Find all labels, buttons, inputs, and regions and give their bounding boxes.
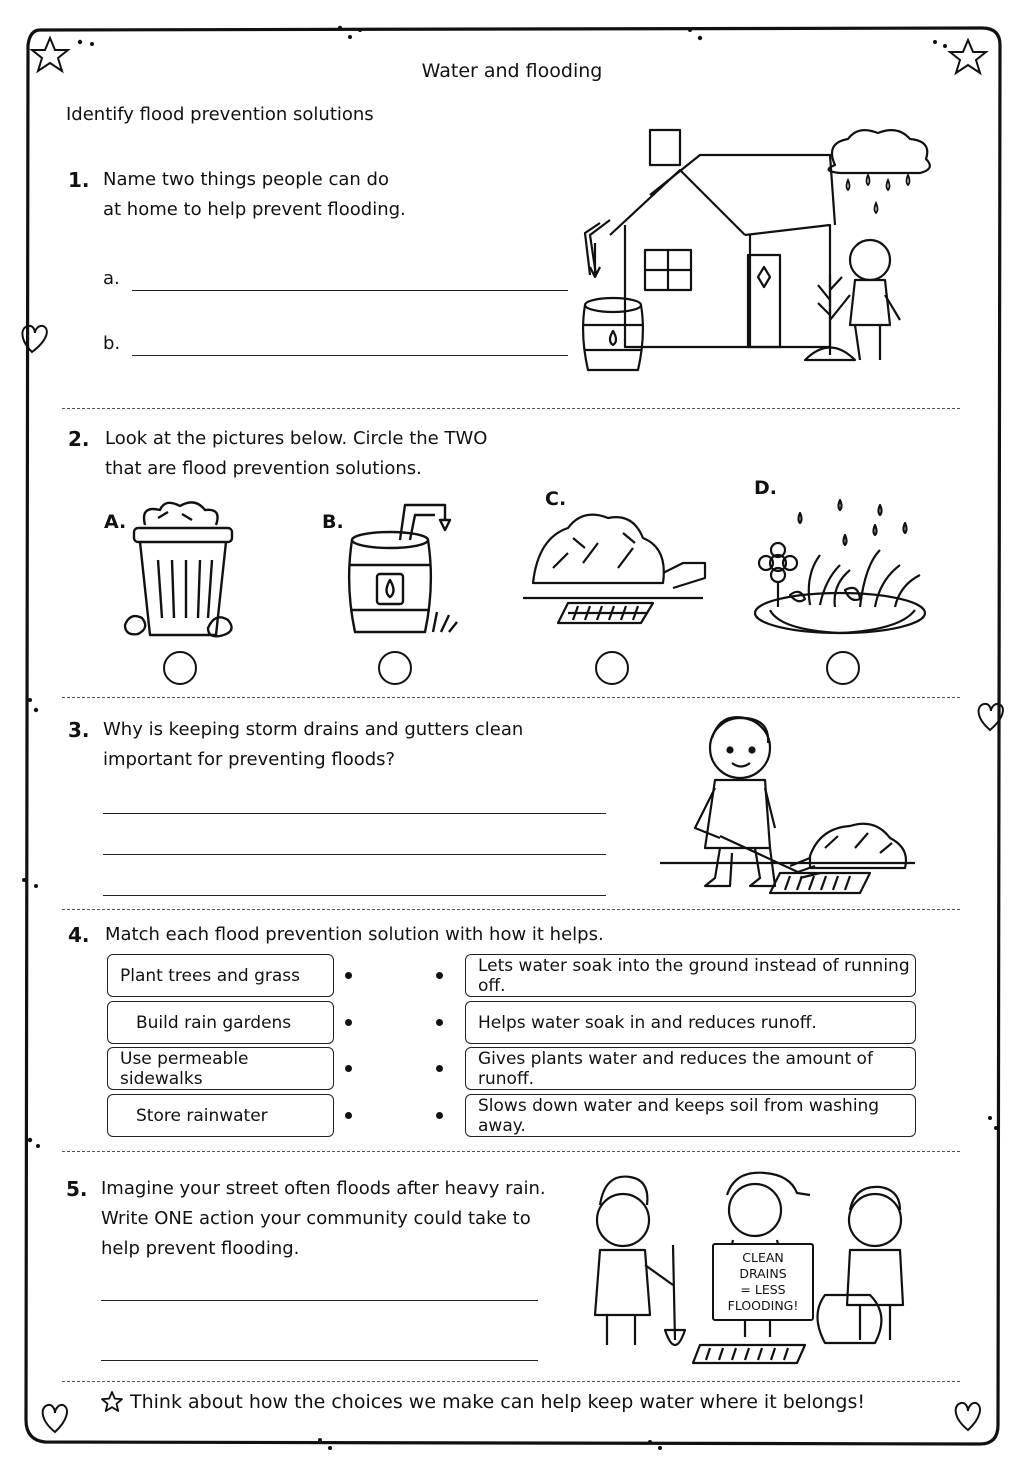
answer-circle-d[interactable] (826, 651, 860, 685)
question-5-line-3: help prevent flooding. (101, 1238, 300, 1259)
option-d-letter: D. (754, 477, 777, 499)
question-5-line-1: Imagine your street often floods after heavy rain. (101, 1178, 546, 1199)
question-2-number: 2. (68, 427, 90, 451)
worksheet-subtitle: Identify flood prevention solutions (66, 104, 374, 125)
match-dot-right[interactable] (436, 1019, 443, 1026)
answer-a-line[interactable] (132, 290, 568, 291)
match-effect-box[interactable] (465, 954, 916, 997)
match-dot-left[interactable] (345, 1065, 352, 1072)
sign-line-1: CLEAN (742, 1250, 784, 1265)
option-b-letter: B. (322, 511, 344, 533)
question-3-line-1: Why is keeping storm drains and gutters clean (103, 719, 524, 740)
match-dot-right[interactable] (436, 972, 443, 979)
match-dot-left[interactable] (345, 972, 352, 979)
q3-answer-line-1[interactable] (103, 813, 606, 814)
question-1-number: 1. (68, 168, 90, 192)
match-solution-box[interactable] (107, 954, 334, 997)
sign-line-2: DRAINS (739, 1266, 787, 1281)
match-effect-label: Lets water soak into the ground instead of running off. (478, 955, 910, 996)
match-effect-box[interactable] (465, 1001, 916, 1044)
question-5-line-2: Write ONE action your community could take to (101, 1208, 531, 1229)
question-1-line-1: Name two things people can do (103, 169, 389, 190)
boy-raking-drain-illustration (660, 708, 920, 898)
q3-answer-line-2[interactable] (103, 854, 606, 855)
question-3-line-2: important for preventing floods? (103, 749, 396, 770)
question-2-line-1: Look at the pictures below. Circle the TWO (105, 428, 488, 449)
question-3-text (103, 715, 523, 775)
match-solution-label: Plant trees and grass (120, 965, 300, 986)
section-divider (62, 697, 960, 698)
question-1-line-2: at home to help prevent flooding. (103, 199, 406, 220)
sign-line-3: = LESS (740, 1282, 786, 1297)
match-solution-box[interactable] (107, 1094, 334, 1137)
match-effect-label: Gives plants water and reduces the amount of runoff. (478, 1048, 873, 1089)
match-dot-left[interactable] (345, 1112, 352, 1119)
match-effect-label: Slows down water and keeps soil from washing away. (478, 1095, 880, 1136)
q5-answer-line-2[interactable] (101, 1360, 538, 1361)
question-4-text: Match each flood prevention solution with how it helps. (105, 924, 604, 945)
match-solution-box[interactable] (107, 1001, 334, 1044)
match-solution-label: Store rainwater (136, 1105, 268, 1126)
answer-circle-b[interactable] (378, 651, 412, 685)
question-1-text (103, 165, 406, 225)
answer-b-line[interactable] (132, 355, 568, 356)
footer-note (100, 1390, 865, 1414)
match-dot-right[interactable] (436, 1065, 443, 1072)
leaves-blocking-drain-icon (523, 508, 708, 628)
sign-line-4: FLOODING! (727, 1298, 799, 1313)
answer-b-label: b. (103, 333, 121, 354)
house-rain-barrel-illustration (580, 125, 950, 380)
question-3-number: 3. (68, 718, 90, 742)
answer-a-label: a. (103, 268, 120, 289)
question-5-number: 5. (66, 1177, 88, 1201)
worksheet-title: Water and flooding (421, 60, 603, 82)
q3-answer-line-3[interactable] (103, 895, 606, 896)
section-divider (62, 909, 960, 910)
section-divider (62, 1381, 960, 1382)
star-outline-icon (100, 1390, 124, 1414)
heart-icon (956, 1403, 980, 1430)
question-5-text (101, 1174, 546, 1264)
answer-circle-c[interactable] (595, 651, 629, 685)
question-2-text (105, 424, 487, 484)
match-solution-box[interactable] (107, 1047, 334, 1090)
overflowing-trash-can-icon (120, 500, 240, 640)
heart-icon (43, 1405, 67, 1432)
section-divider (62, 408, 960, 409)
answer-circle-a[interactable] (163, 651, 197, 685)
match-solution-label: Build rain gardens (136, 1012, 292, 1033)
match-dot-left[interactable] (345, 1019, 352, 1026)
match-dot-right[interactable] (436, 1112, 443, 1119)
question-2-line-2: that are flood prevention solutions. (105, 458, 422, 479)
question-4-number: 4. (68, 923, 90, 947)
match-effect-label: Helps water soak in and reduces runoff. (478, 1012, 817, 1033)
match-effect-box[interactable] (465, 1094, 916, 1137)
rain-barrel-icon (345, 500, 465, 640)
clean-drains-sign (712, 1243, 814, 1321)
match-solution-label: Use permeable sidewalks (120, 1048, 249, 1089)
match-effect-box[interactable] (465, 1047, 916, 1090)
option-c-letter: C. (545, 488, 567, 510)
section-divider (62, 1151, 960, 1152)
option-a-letter: A. (104, 511, 127, 533)
q5-answer-line-1[interactable] (101, 1300, 538, 1301)
footer-text: Think about how the choices we make can help keep water where it belongs! (130, 1391, 865, 1413)
rain-garden-icon (750, 495, 935, 640)
